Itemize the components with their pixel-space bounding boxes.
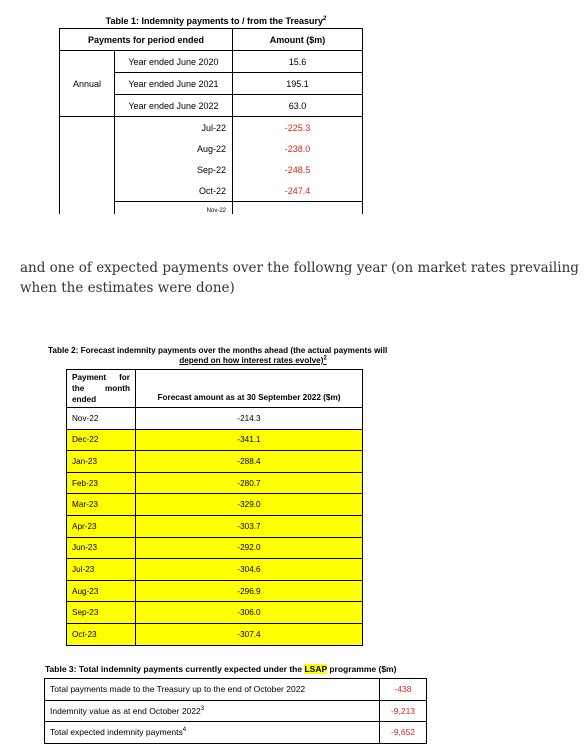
period-cell: Sep-22 — [114, 159, 232, 180]
table-1-caption: Table 1: Indemnity payments to / from the Treasury$^2$ — [105, 16, 327, 26]
table-row: Total payments made to the Treasury up to the end of October 2022 -438 — [45, 679, 427, 701]
table-row: Aug-23 -296.9 — [67, 580, 363, 602]
period-cell: Year ended June 2021 — [114, 73, 232, 95]
table-row: Nov-22 -214.3 — [67, 408, 363, 430]
table-3-caption: Table 3: Total indemnity payments currently expected under the LSAP programme ($m) — [45, 664, 397, 674]
table-row: Jan-23 -288.4 — [67, 451, 363, 473]
period-cell: Oct-22 — [114, 180, 232, 202]
amount-cell: -225.3 — [233, 117, 363, 139]
lsap-highlight: LSAP — [304, 664, 327, 674]
monthly-label — [60, 117, 115, 215]
table-row — [60, 117, 363, 139]
table-row — [60, 51, 363, 73]
table-1 — [59, 14, 363, 214]
table-2 — [66, 369, 363, 646]
table-row: Indemnity value as at end October 2022$^3$ -9,213 — [45, 700, 427, 722]
period-cell: Year ended June 2020 — [114, 51, 232, 73]
amount-cell: 15.6 — [233, 51, 363, 73]
header-period: Payments for period ended — [60, 29, 233, 51]
period-cell: Year ended June 2022 — [114, 95, 232, 117]
table-row: Apr-23 -303.7 — [67, 515, 363, 537]
amount-cell: -248.5 — [233, 159, 363, 180]
table-2-caption: Table 2: Forecast indemnity payments over the months ahead (the actual payments will depend on how interest rates evolve)$^2$ — [48, 346, 388, 365]
table-row: Sep-23 -306.0 — [67, 602, 363, 624]
truncated-cell: Nov-22 — [114, 202, 232, 215]
table-row: Total expected indemnity payments$^4$ -9,652 — [45, 722, 427, 744]
table-1-header-row — [60, 29, 363, 51]
amount-cell: -247.4 — [233, 180, 363, 202]
header-forecast: Forecast amount as at 30 September 2022 ($m) — [136, 370, 363, 408]
table-2-header-row — [67, 370, 363, 408]
table-row: Oct-23 -307.4 — [67, 623, 363, 645]
period-cell: Aug-22 — [114, 138, 232, 159]
table-row: Jun-23 -292.0 — [67, 537, 363, 559]
table-row: Feb-23 -280.7 — [67, 472, 363, 494]
table-row: Dec-22 -341.1 — [67, 429, 363, 451]
period-cell: Jul-22 — [114, 117, 232, 139]
amount-cell: -238.0 — [233, 138, 363, 159]
header-amount: Amount ($m) — [233, 29, 363, 51]
amount-cell: 195.1 — [233, 73, 363, 95]
table-row: Jul-23 -304.6 — [67, 559, 363, 581]
body-paragraph: and one of expected payments over the followng year (on market rates prevailing when the estimates were done) — [20, 259, 579, 296]
table-3 — [44, 678, 427, 744]
table-row: Mar-23 -329.0 — [67, 494, 363, 516]
amount-cell: 63.0 — [233, 95, 363, 117]
header-month: Payment for the month ended — [67, 370, 136, 408]
annual-label: Annual — [60, 51, 115, 117]
